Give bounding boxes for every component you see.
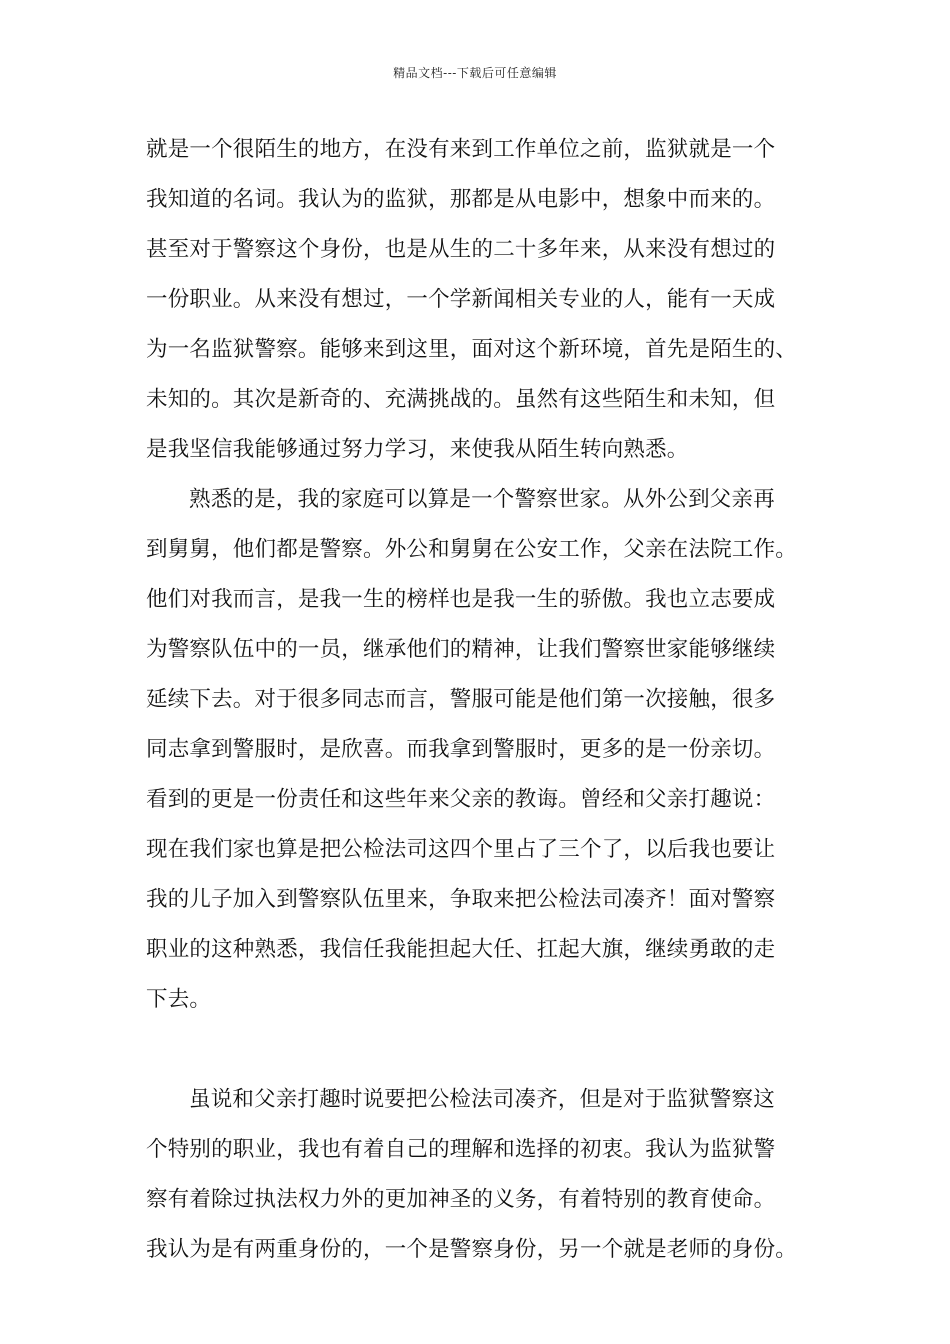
text-line: 下去。 <box>146 987 212 1012</box>
text-line: 他们对我而言，是我一生的榜样也是我一生的骄傲。我也立志要成 <box>146 587 776 612</box>
text-line: 我知道的名词。我认为的监狱，那都是从电影中，想象中而来的。 <box>146 187 776 212</box>
text-line: 延续下去。对于很多同志而言，警服可能是他们第一次接触，很多 <box>146 687 776 712</box>
page-header: 精品文档---下载后可任意编辑 <box>393 66 557 80</box>
text-line: 为一名监狱警察。能够来到这里，面对这个新环境，首先是陌生的、 <box>146 337 798 362</box>
text-line: 同志拿到警服时，是欣喜。而我拿到警服时，更多的是一份亲切。 <box>146 737 776 762</box>
text-line <box>146 1028 836 1078</box>
text-line: 为警察队伍中的一员，继承他们的精神，让我们警察世家能够继续 <box>146 637 776 662</box>
paragraph-3 <box>146 1078 836 1278</box>
paragraph-1 <box>146 128 836 478</box>
text-line: 察有着除过执法权力外的更加神圣的义务，有着特别的教育使命。 <box>146 1187 776 1212</box>
document-body <box>146 128 836 1278</box>
text-line: 未知的。其次是新奇的、充满挑战的。虽然有这些陌生和未知，但 <box>146 387 776 412</box>
text-line: 虽说和父亲打趣时说要把公检法司凑齐，但是对于监狱警察这 <box>189 1087 775 1112</box>
text-line: 就是一个很陌生的地方，在没有来到工作单位之前，监狱就是一个 <box>146 137 776 162</box>
text-line: 职业的这种熟悉，我信任我能担起大任、扛起大旗，继续勇敢的走 <box>146 937 776 962</box>
text-line: 我的儿子加入到警察队伍里来，争取来把公检法司凑齐！面对警察 <box>146 887 776 912</box>
paragraph-2 <box>146 478 836 1078</box>
text-line: 个特别的职业，我也有着自己的理解和选择的初衷。我认为监狱警 <box>146 1137 776 1162</box>
text-line: 现在我们家也算是把公检法司这四个里占了三个了，以后我也要让 <box>146 837 776 862</box>
text-line: 我认为是有两重身份的，一个是警察身份，另一个就是老师的身份。 <box>146 1237 798 1262</box>
text-line: 看到的更是一份责任和这些年来父亲的教诲。曾经和父亲打趣说： <box>146 787 776 812</box>
text-line: 熟悉的是，我的家庭可以算是一个警察世家。从外公到父亲再 <box>189 487 775 512</box>
text-line: 到舅舅，他们都是警察。外公和舅舅在公安工作，父亲在法院工作。 <box>146 537 798 562</box>
text-line: 甚至对于警察这个身份，也是从生的二十多年来，从来没有想过的 <box>146 237 776 262</box>
text-line: 是我坚信我能够通过努力学习，来使我从陌生转向熟悉。 <box>146 437 689 462</box>
text-line: 一份职业。从来没有想过，一个学新闻相关专业的人，能有一天成 <box>146 287 776 312</box>
